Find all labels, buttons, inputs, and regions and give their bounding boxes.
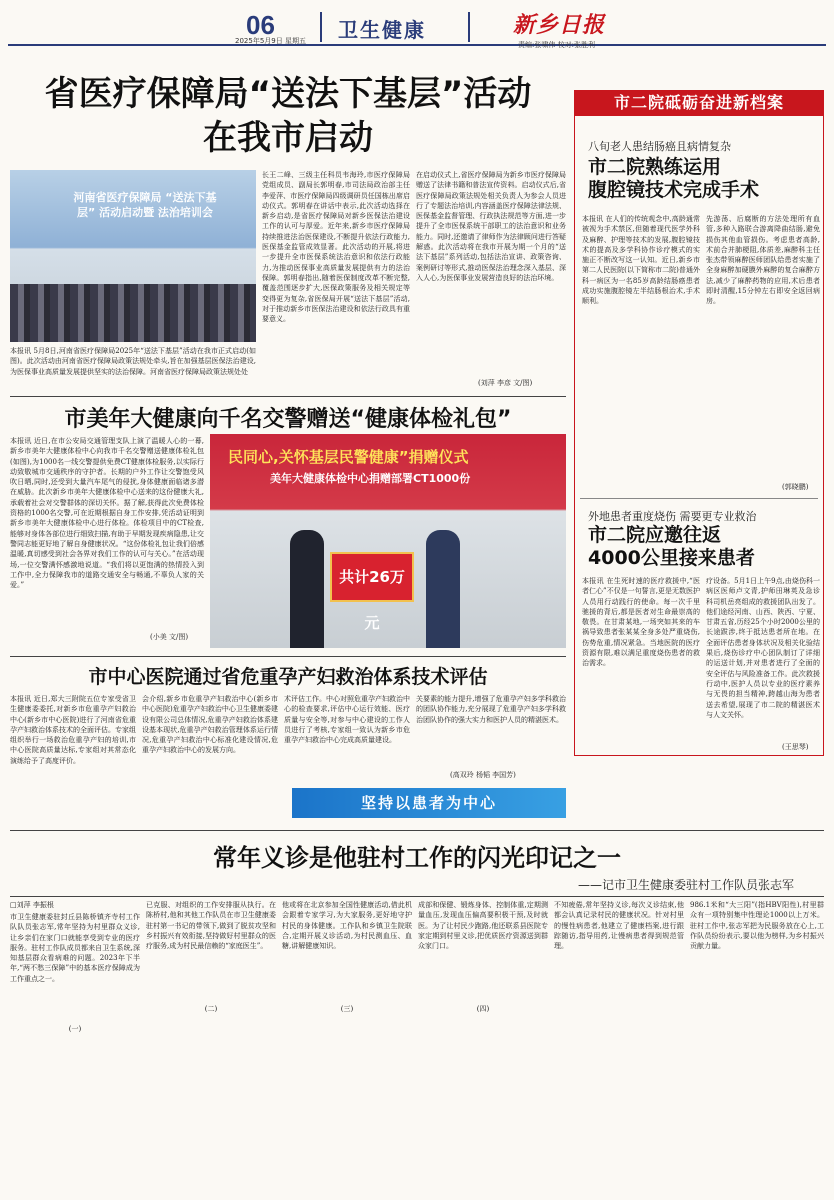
s4-section-number: (二) [204,1005,218,1013]
s4-col2: 已克服、对组织的工作安排服从执行。在陈桥村,他和其他工作队员在市卫生健康委驻村第一书记的带领下,做到了脱贫攻坚和乡村振兴有效衔接,坚持做好村里群众的医疗服务,成为村民最信赖的“家庭医生”。 [146,901,276,951]
editor-credits: 责编:张啸伟 校对:张胜利 [518,41,595,49]
s3-byline: (高双玲 杨韬 李国芳) [450,771,516,779]
story2-col1: 本报讯 在生死时速的医疗救援中,“医者仁心”不仅是一句誓言,更是无数医护人员用行动践行的使命。每一次千里驰援的背后,都是医者对生命最崇高的敬畏。在甘肃某地,一场突如其来的车祸导致患者张某某全身多处严重烧伤,伤势危重,情况紧急。当地医院的医疗资源有限,难以满足重度烧伤患者的救治需求。 [582,577,700,668]
s4-divider [10,896,824,897]
donation-board: 共计26万元 [330,552,414,602]
story2-headline-line2: 4000公里接来患者 [588,547,755,569]
s4-headline: 常年义诊是他驻村工作的闪光印记之一 [213,844,621,872]
story2-col2: 疗设备。5月1日上午9点,由烧伤科一病区医师卢文青,护师田琳英及急诊科司机岳亮组成的救援团队出发了。他们途经河南、山西、陕西、宁夏、甘肃五省,历经25个小时2000公里的长途跋涉,终于抵达患者所在地。在全面评估患者身体状况及相关化验结果后,烧伤诊疗中心团队制订了详细的运送计划,并对患者进行了全面的安全评估与风险准备工作。此次救援行动中,医护人员以专业的医疗素养与无畏的担当精神,跨越山海为患者送去希望,展现了市二院的精湛医术与人文关怀。 [706,577,820,719]
story1-headline-line1: 市二院熟练运用 [588,156,722,178]
header-divider [320,12,322,42]
lead-byline: (刘萍 李彦 文/图) [478,379,533,387]
lead-article-col1: 长王二峰、三级主任科员韦海玲,市医疗保障局党组成员、副局长郭明春,市司法局政治部主任李爱萍、市医疗保障局四级调研员任国栋出席启动仪式。郭明春在讲话中表示,此次活动选择在新乡启动,是省医疗保障局对新乡医保法治建设工作的认可与厚爱。近年来,新乡市医疗保障局持续推进法治医保建设,不断提升依法行政能力,医保基金监管成效显著。此次活动的开展,将进一步提升全市医保系统法治意识和依法行政能力,为推动医保事业高质量发展提供有力的法治保障。郭明春指出,随着医保制度改革不断完整,覆盖范围逐步扩大,医保政策服务及相关规定等变得更为复杂,省医保局开展“送法下基层”活动,对于推动新乡市医保法治建设和依法行政具有重要意义。 [262,171,410,324]
s2-photo-banner: 民同心,关怀基层民警健康”捐赠仪式 [228,448,469,466]
section-divider [10,830,824,831]
s4-section-number: (四) [476,1005,490,1013]
lead-article-col2: 在启动仪式上,省医疗保障局为新乡市医疗保障局赠送了法律书籍和普法宣传资料。启动仪式后,省医疗保障局政策法规处相关负责人为参会人员进行了专题法治培训,内容涵盖医疗保障法律法规、医保基金监督管理、行政执法规范等方面,进一步提升了全市医保系统干部职工的法治意识和业务能力。同时,还邀请了律师作为法律顾问进行答疑解惑。此次活动将在我市开展为期一个月的“送法下基层”系列活动,包括法治宣讲、政策咨询、案例研讨等形式,推动医保法治理念深入基层、深入人心,为医保事业发展营造良好的法治环境。 [416,171,566,282]
story2-byline: (王思琴) [782,743,809,751]
s4-col6: 986.1米和“大三阳”(指HBV阳性),村里群众有一项特别集中性理论1000以上万米。驻村工作中,张志军把为民服务放在心上,工作队员纷纷表示,要以他为榜样,为乡村振兴贡献力量。 [690,901,824,951]
s4-col5: 不知疲倦,常年坚持义诊,每次义诊结束,他都会认真记录村民的健康状况。针对村里的慢性病患者,他建立了健康档案,进行跟踪随访,指导用药,让慢病患者得到规范管理。 [554,901,684,951]
s4-section-number: (一) [68,1025,82,1033]
s2-article: 本报讯 近日,在市公安局交通管理支队上演了温暖人心的一幕,新乡市美年大健康体检中心向我市千名交警赠送健康体检礼包(如图),为1000名一线交警提供免费CT健康体检服务,以实际行动致敬城市交通秩序的守护者。长期的户外工作让交警饱受风吹日晒,同时,还受到大量汽车尾气的侵扰,身体健康面临诸多潜在威胁。此次新乡市美年大健康体检中心送来的这份健康大礼,承载着社会对交警群体的深切关怀。据了解,获得此次免费体检资格的1000名交警,可在近期根据自身工作安排,凭活动证明到新乡市美年大健康体检中心进行体检。体检项目中的CT检查,能够对身体各部位进行细致扫描,有助于早期发现疾病隐患,让交警同志能更好地了解自身健康状况。“这份体检礼包让我们倍感温暖,真切感受到社会各界对我们工作的认可与关心。”在活动现场,一位交警满怀感激地说道。“我们将以更饱满的热情投入到工作中,全力保障我市的道路交通安全与畅通,不辜负人家的关爱。” [10,437,204,590]
story1-headline [588,156,759,202]
s4-col3: 他或将在北京参加全国性健康活动,借此机会跟着专家学习,为大家服务,更好地守护村民的身体健康。工作队和乡镇卫生院联合,定期开展义诊活动,为村民测血压、血糖,讲解健康知识。 [282,901,412,951]
s2-photo [210,434,566,648]
s3-col1: 本报讯 近日,郑大三附院五位专家受省卫生健康委委托,对新乡市危重孕产妇救治中心(新乡市中心医院)进行了河南省危重孕产妇救治体系技术的全面评估。专家组组织举行一场救治危重孕产妇的培训,市中心医院高质量达标,专家组对其常态化演练给予了高度评价。 [10,695,136,765]
story2-kicker: 外地患者重度烧伤 需要更专业救治 [588,510,757,523]
story1-col1: 本报讯 在人们的传统观念中,高龄通常被视为手术禁区,但随着现代医学外科及麻醉、护理等技术的发展,腹腔镜技术的提高及多学科协作诊疗模式的实施正不断改写这一认知。近日,新乡市第二人民医院(以下简称市二院)普通外科一病区为一名85岁高龄结肠癌患者成功实施腹腔镜左半结肠根治术,手术顺利。 [582,215,700,306]
lead-photo-banner: 河南省医疗保障局 “送法下基层” 活动启动暨 法治培训会 [73,191,217,219]
section-divider [10,656,566,657]
issue-date: 2025年5月9日 星期五 [235,37,306,45]
person-figure [426,530,460,648]
s3-col2: 会介绍,新乡市危重孕产妇救治中心(新乡市中心医院)危重孕产妇救治中心卫生健康委建设有限公司总体情况,危重孕产妇救治体系建设基本现状,危重孕产妇救治管理体系运行情况,危重孕产妇救治中心标准化建设情况,危重孕产妇救治中心的发展方向。 [142,695,278,755]
s2-headline: 市美年大健康向千名交警赠送“健康体检礼包” [64,407,512,432]
story2-headline-line1: 市二院应邀往返 [588,524,722,546]
story1-col2: 先游荡、后腐断的方法处理所有血管,多种入路联合游离降曲结肠,避免损伤其他血管损伤。考虑患者高龄,术前合并肺梗阻,体质差,麻醉科主任张杰带领麻醉医师团队给患者实施了全身麻醉加硬膜外麻醉的复合麻醉方法,减少了麻醉药物的应用,术后患者即时清醒,15分钟左右即安全返回病房。 [706,215,820,306]
column-header: 市二院砥砺奋进新档案 [574,90,824,116]
lead-headline-line1: 省医疗保障局“送法下基层”活动 [44,74,532,114]
section-name: 卫生健康 [338,18,426,42]
lead-headline-line2: 在我市启动 [203,118,373,158]
s4-section-number: (三) [340,1005,354,1013]
section-divider [10,396,566,397]
header-divider [468,12,470,42]
newspaper-logo: 新乡日报 [513,12,606,38]
person-figure [290,530,324,648]
s3-col3: 术评估工作。中心对照危重孕产妇救治中心的检查要求,评估中心运行效能、医疗质量与安全等,对参与中心建设的工作人员进行了考核,专家组一致认为新乡市危重孕产妇救治中心完成高质量建设。 [284,695,410,745]
s2-byline: (小美 文/图) [150,633,189,641]
story1-byline: (郭晓鹏) [782,483,809,491]
story2-headline [588,524,755,570]
story1-kicker: 八旬老人患结肠癌且病情复杂 [588,140,731,153]
s4-byline: □刘萍 李振根 [10,901,54,909]
lead-caption: 本报讯 5月8日,河南省医疗保障局2025年“送法下基层”活动在我市正式启动(如图)。此次活动由河南省医疗保障局政策法规处牵头,旨在加强基层医保法治建设,为医保事业高质量发展提供坚实的法治保障。河南省医疗保障局政策法规处处 [10,347,256,376]
story1-headline-line2: 腹腔镜技术完成手术 [588,179,760,201]
page-header [8,6,826,49]
lead-headline [10,72,566,160]
lead-photo [10,170,256,342]
s3-col4: 关要素的能力提升,增强了危重孕产妇多学科救治的团队协作能力,充分展现了危重孕产妇多学科救治团队协作的强大实力和医护人员的精湛医术。 [416,695,566,724]
s2-photo-banner-sub: 美年大健康体检中心捐赠部署CT1000份 [270,472,471,485]
panel-divider [580,498,818,499]
s3-banner: 坚持以患者为中心 [292,788,566,818]
s4-col4: 成部和保健、锻炼身体、控制体重,定期测量血压,发现血压偏高要积极干预,及时就医。为了让村民少跑路,他还联系县医院专家定期到村里义诊,把优质医疗资源送到群众家门口。 [418,901,548,951]
s3-headline: 市中心医院通过省危重孕产妇救治体系技术评估 [88,666,488,688]
audience-graphic [10,284,256,342]
page-number: 06 [246,10,275,40]
s4-subheadline: ——记市卫生健康委驻村工作队员张志军 [577,878,794,892]
s4-col1: 市卫生健康委驻封丘县陈桥镇齐寺村工作队队员张志军,常年坚持为村里群众义诊,让乡亲们在家门口就能享受到专业的医疗服务。驻村工作队成员都来自卫生系统,深知基层群众看病难的问题。2023年下半年,“两不愁三保障”中的基本医疗保障成为工作重点之一。 [10,913,140,983]
